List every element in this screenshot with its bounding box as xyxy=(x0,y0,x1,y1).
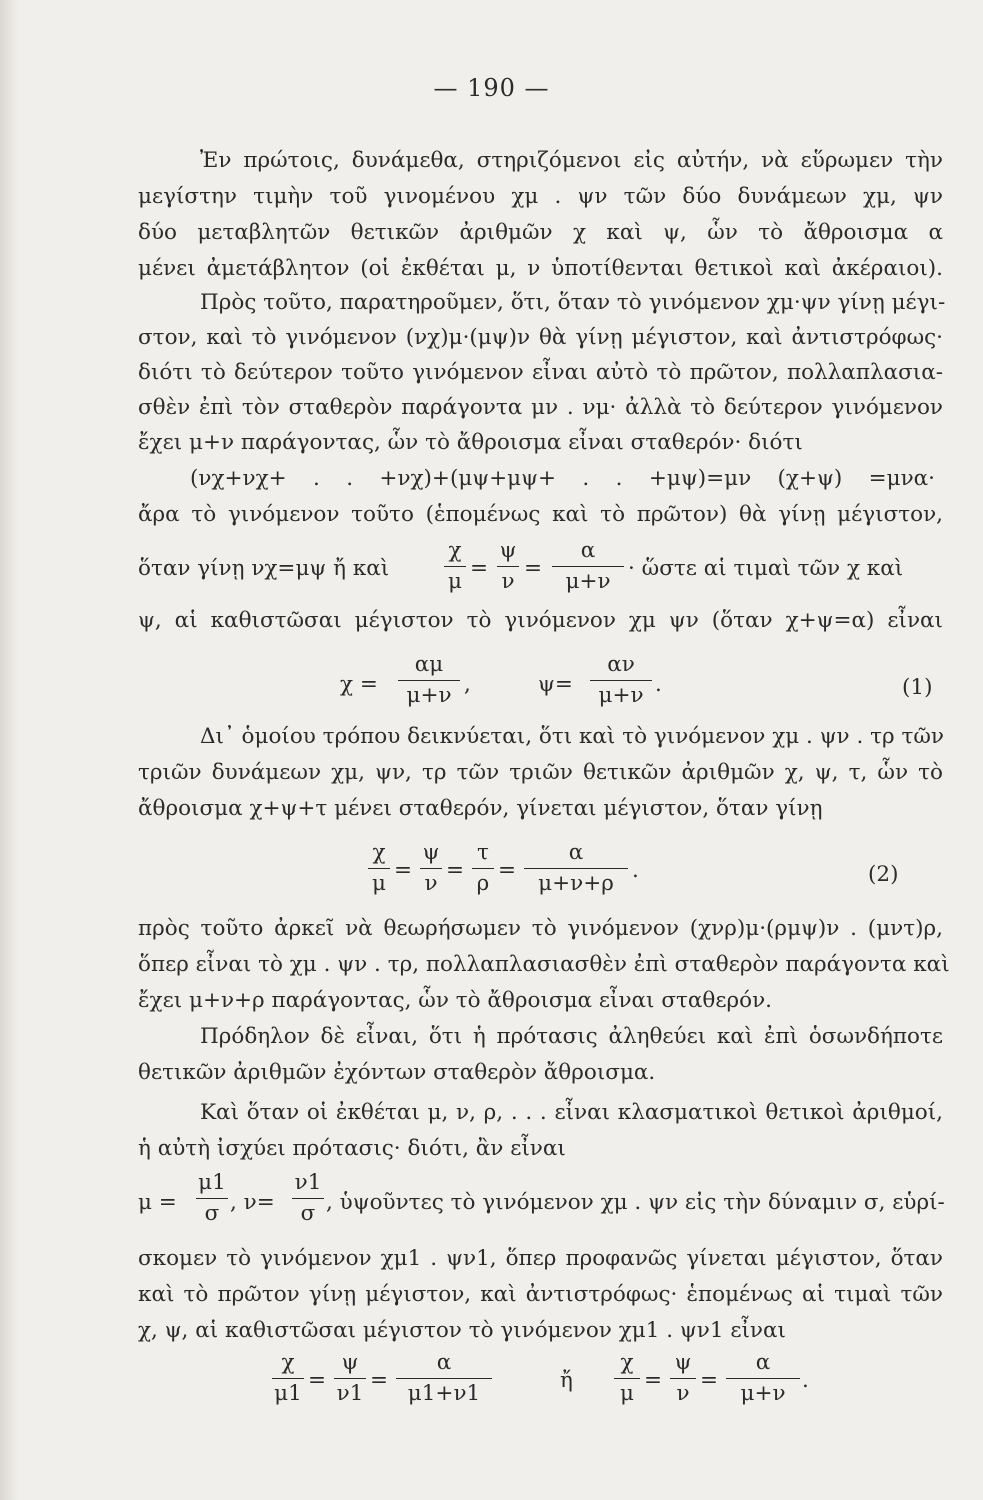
equals-sign: = xyxy=(644,1368,663,1393)
text-line: ψ, αἱ καθιστῶσαι μέγιστον τὸ γινόμενον χμ ψν (ὅταν χ+ψ=α) εἶναι xyxy=(138,608,943,633)
text-line: ἔχει μ+ν παράγοντας, ὧν τὸ ἄθροισμα εἶναι σταθερόν· διότι xyxy=(138,430,803,455)
text-line: καὶ τὸ πρῶτον γίνῃ μέγιστον, καὶ ἀντιστρόφως· ἑπομένως αἱ τιμαὶ τῶν xyxy=(138,1282,943,1307)
text-line: στον, καὶ τὸ γινόμενον (νχ)μ·(μψ)ν θὰ γίνῃ μέγιστον, καὶ ἀντιστρόφως· xyxy=(138,325,943,350)
text-line: δύο μεταβλητῶν θετικῶν ἀριθμῶν χ καὶ ψ, ὧν τὸ ἄθροισμα α xyxy=(138,220,943,245)
text-line: ὅπερ εἶναι τὸ χμ . ψν . τρ, πολλαπλασιασθὲν ἐπὶ σταθερὸν παράγοντα καὶ xyxy=(138,952,950,977)
text-line: ἔχει μ+ν+ρ παράγοντας, ὧν τὸ ἄθροισμα εἶναι σταθερόν. xyxy=(138,988,772,1013)
equals-sign: = xyxy=(470,556,489,581)
equals-sign: = xyxy=(446,858,465,883)
text-line: Δι᾽ ὁμοίου τρόπου δεικνύεται, ὅτι καὶ τὸ γινόμενον χμ . ψν . τρ τῶν xyxy=(200,724,944,749)
equation-line: (νχ+νχ+ . . +νχ)+(μψ+μψ+ . . +μψ)=μν (χ+ψ) =μνα· xyxy=(190,466,935,491)
text-line: Πρόδηλον δὲ εἶναι, ὅτι ἡ πρότασις ἀληθεύει καὶ ἐπὶ ὁσωνδήποτε xyxy=(200,1024,943,1049)
eq-mu-fraction: μ1 σ xyxy=(196,1170,228,1227)
text-line: ἄθροισμα χ+ψ+τ μένει σταθερόν, γίνεται μέγιστον, ὅταν γίνῃ xyxy=(138,796,823,821)
eq-mu-lhs: μ = xyxy=(138,1190,177,1215)
equals-sign: = xyxy=(370,1368,389,1393)
comma: , xyxy=(464,672,471,697)
period: . xyxy=(802,1368,809,1393)
text-line: διότι τὸ δεύτερον τοῦτο γινόμενον εἶναι αὐτὸ τὸ πρῶτον, πολλαπλασια- xyxy=(138,360,943,385)
eq-mu-tail: , ὑψοῦντες τὸ γινόμενον χμ . ψν εἰς τὴν δύναμιν σ, εὑρί- xyxy=(326,1190,945,1215)
final-fraction-a3: α μ1+ν1 xyxy=(396,1350,492,1407)
final-fraction-b3: α μ+ν xyxy=(726,1350,800,1407)
equals-sign: = xyxy=(308,1368,327,1393)
period: . xyxy=(655,672,662,697)
final-fraction-b1: χ μ xyxy=(614,1350,640,1407)
text-line: Ἐν πρώτοις, δυνάμεθα, στηριζόμενοι εἰς αὐτήν, νὰ εὕρωμεν τὴν xyxy=(200,148,943,173)
equation-tail: · ὥστε αἱ τιμαὶ τῶν χ καὶ xyxy=(628,556,904,581)
eq1-x-fraction: αμ μ+ν xyxy=(398,652,460,709)
eq2-fraction-3: τ ρ xyxy=(472,840,494,897)
equals-sign: = xyxy=(394,858,413,883)
final-fraction-a2: ψ ν1 xyxy=(334,1350,366,1407)
final-fraction-b2: ψ ν xyxy=(670,1350,696,1407)
text-line: ἡ αὐτὴ ἰσχύει πρότασις· διότι, ἂν εἶναι xyxy=(138,1136,566,1161)
text-line: σθὲν ἐπὶ τὸν σταθερὸν παράγοντα μν . νμ· ἀλλὰ τὸ δεύτερον γινόμενον xyxy=(138,395,943,420)
or-word: ἤ xyxy=(560,1368,573,1393)
text-line: μένει ἀμετάβλητον (οἱ ἐκθέται μ, ν ὑποτίθενται θετικοὶ καὶ ἀκέραιοι). xyxy=(138,256,943,281)
page-number: — 190 — xyxy=(433,74,550,102)
text-line: τριῶν δυνάμεων χμ, ψν, τρ τῶν τριῶν θετικῶν ἀριθμῶν χ, ψ, τ, ὧν τὸ xyxy=(138,760,943,785)
text-line: θετικῶν ἀριθμῶν ἐχόντων σταθερὸν ἄθροισμα. xyxy=(138,1060,656,1085)
equation-lead: ὅταν γίνῃ νχ=μψ ἤ καὶ xyxy=(138,556,390,581)
text-line: πρὸς τοῦτο ἀρκεῖ νὰ θεωρήσωμεν τὸ γινόμενον (χνρ)μ·(ρμψ)ν . (μντ)ρ, xyxy=(138,916,943,941)
eq1-y-fraction: αν μ+ν xyxy=(590,652,652,709)
fraction-psi-over-nu: ψ ν xyxy=(497,538,519,595)
equals-sign: = xyxy=(700,1368,719,1393)
text-line: μεγίστην τιμὴν τοῦ γινομένου χμ . ψν τῶν δύο δυνάμεων χμ, ψν xyxy=(138,184,943,209)
eq2-fraction-1: χ μ xyxy=(368,840,390,897)
eq-nu-fraction: ν1 σ xyxy=(292,1170,324,1227)
text-line: χ, ψ, αἱ καθιστῶσαι μέγιστον τὸ γινόμενον χμ1 . ψν1 εἶναι xyxy=(138,1318,786,1343)
eq2-fraction-4: α μ+ν+ρ xyxy=(524,840,628,897)
final-fraction-a1: χ μ1 xyxy=(272,1350,304,1407)
text-line: Πρὸς τοῦτο, παρατηροῦμεν, ὅτι, ὅταν τὸ γινόμενον χμ·ψν γίνῃ μέγι- xyxy=(200,290,946,315)
eq1-y-lhs: ψ= xyxy=(538,672,573,697)
text-line: σκομεν τὸ γινόμενον χμ1 . ψν1, ὅπερ προφανῶς γίνεται μέγιστον, ὅταν xyxy=(138,1246,943,1271)
eq1-x-lhs: χ = xyxy=(340,672,378,697)
binding-seam xyxy=(0,0,18,1500)
period: . xyxy=(632,858,639,883)
equals-sign: = xyxy=(498,858,517,883)
equals-sign: = xyxy=(524,556,543,581)
equation-tag: (1) xyxy=(902,675,933,700)
text-line: Καὶ ὅταν οἱ ἐκθέται μ, ν, ρ, . . . εἶναι κλασματικοὶ θετικοὶ ἀριθμοί, xyxy=(200,1100,943,1125)
text-line: ἄρα τὸ γινόμενον τοῦτο (ἑπομένως καὶ τὸ πρῶτον) θὰ γίνῃ μέγιστον, xyxy=(138,502,943,527)
equation-tag: (2) xyxy=(868,862,899,887)
fraction-alpha-over-sum: α μ+ν xyxy=(552,538,624,595)
equation-tail-text: ὥστε αἱ τιμαὶ τῶν χ καὶ xyxy=(641,556,904,581)
eq-nu-lhs: , ν= xyxy=(230,1190,275,1215)
eq2-fraction-2: ψ ν xyxy=(420,840,442,897)
fraction-x-over-mu: χ μ xyxy=(444,538,466,595)
